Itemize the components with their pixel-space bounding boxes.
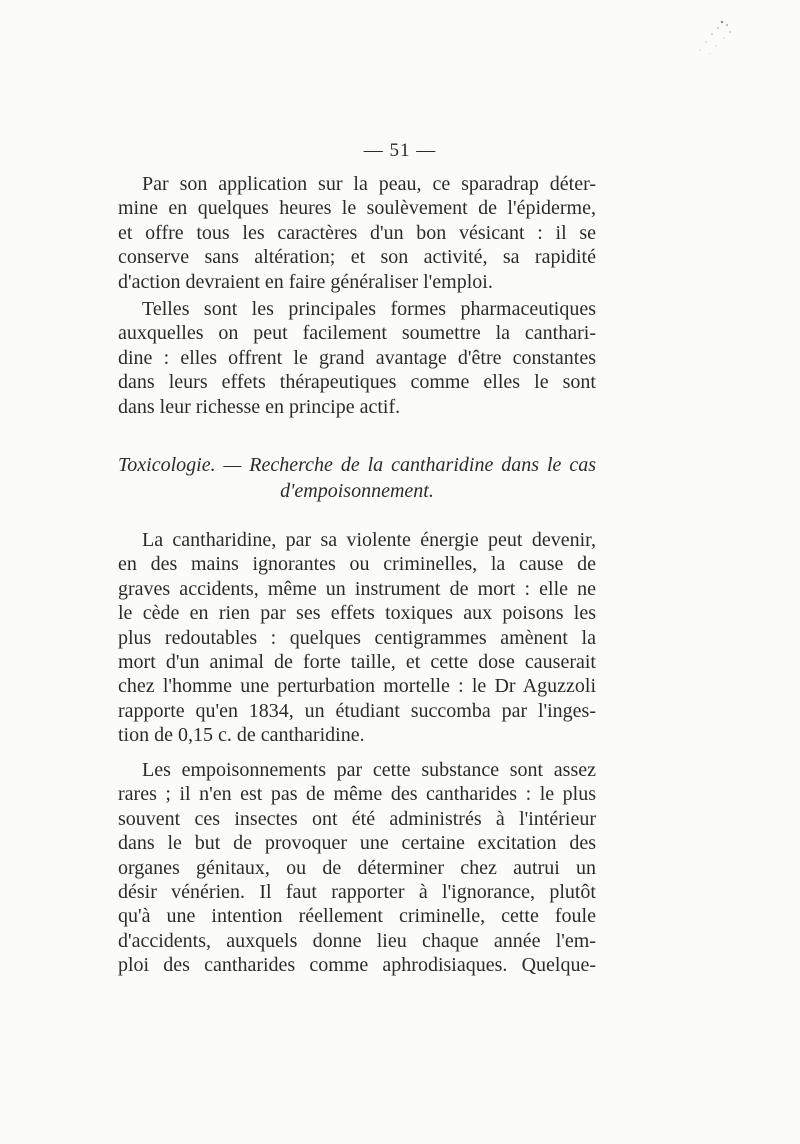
text-line: La cantharidine, par sa violente énergie peut devenir, bbox=[142, 529, 596, 551]
text-line: en des mains ignorantes ou criminelles, la cause de bbox=[118, 553, 596, 576]
heading-line-1: Toxicologie. — Recherche de la cantharidine dans le cas bbox=[118, 454, 596, 476]
text-line: et offre tous les caractères d'un bon vésicant : il se bbox=[118, 221, 596, 244]
text-line: ploi des cantharides comme aphrodisiaques. Quelque- bbox=[118, 954, 596, 977]
text-line: dans le but de provoquer une certaine excitation des bbox=[118, 832, 596, 855]
paragraph-4 bbox=[118, 758, 596, 978]
text-line: graves accidents, même un instrument de mort : elle ne bbox=[118, 577, 596, 600]
text-line: Telles sont les principales formes pharmaceutiques bbox=[142, 298, 596, 320]
text-line: dans leur richesse en principe actif. bbox=[118, 395, 401, 418]
heading-line-2: d'empoisonnement. bbox=[280, 480, 434, 502]
paragraph-3 bbox=[118, 528, 596, 748]
text-line: désir vénérien. Il faut rapporter à l'ignorance, plutôt bbox=[118, 880, 596, 903]
text-line: qu'à une intention réellement criminelle, cette foule bbox=[118, 905, 596, 928]
text-line: souvent ces insectes ont été administrés à l'intérieur bbox=[118, 807, 596, 830]
text-line: Par son application sur la peau, ce sparadrap déter- bbox=[142, 173, 596, 195]
text-line: mine en quelques heures le soulèvement de l'épiderme, bbox=[118, 197, 596, 220]
text-line: d'accidents, auxquels donne lieu chaque année l'em- bbox=[118, 929, 596, 952]
text-line: d'action devraient en faire généraliser l'emploi. bbox=[118, 270, 493, 293]
text-line: mort d'un animal de forte taille, et cette dose causerait bbox=[118, 650, 596, 673]
text-line: organes génitaux, ou de déterminer chez autrui un bbox=[118, 856, 596, 879]
text-line: rares ; il n'en est pas de même des cantharides : le plus bbox=[118, 783, 596, 806]
paper-stain bbox=[682, 14, 738, 60]
text-line: le cède en rien par ses effets toxiques aux poisons les bbox=[118, 602, 596, 625]
text-line: plus redoutables : quelques centigrammes amènent la bbox=[118, 626, 596, 649]
section-heading bbox=[118, 452, 596, 504]
text-line: Les empoisonnements par cette substance sont assez bbox=[142, 759, 596, 781]
text-line: dine : elles offrent le grand avantage d'être constantes bbox=[118, 346, 596, 369]
text-line: tion de 0,15 c. de cantharidine. bbox=[118, 724, 365, 747]
text-line: rapporte qu'en 1834, un étudiant succomba par l'inges- bbox=[118, 699, 596, 722]
paragraph-1 bbox=[118, 172, 596, 294]
paragraph-2 bbox=[118, 297, 596, 419]
text-line: auxquelles on peut facilement soumettre la canthari- bbox=[118, 322, 596, 345]
text-line: conserve sans altération; et son activité, sa rapidité bbox=[118, 246, 596, 269]
text-line: chez l'homme une perturbation mortelle : le Dr Aguzzoli bbox=[118, 675, 596, 698]
text-line: dans leurs effets thérapeutiques comme elles le sont bbox=[118, 371, 596, 394]
page-number: — 51 — bbox=[363, 140, 437, 161]
